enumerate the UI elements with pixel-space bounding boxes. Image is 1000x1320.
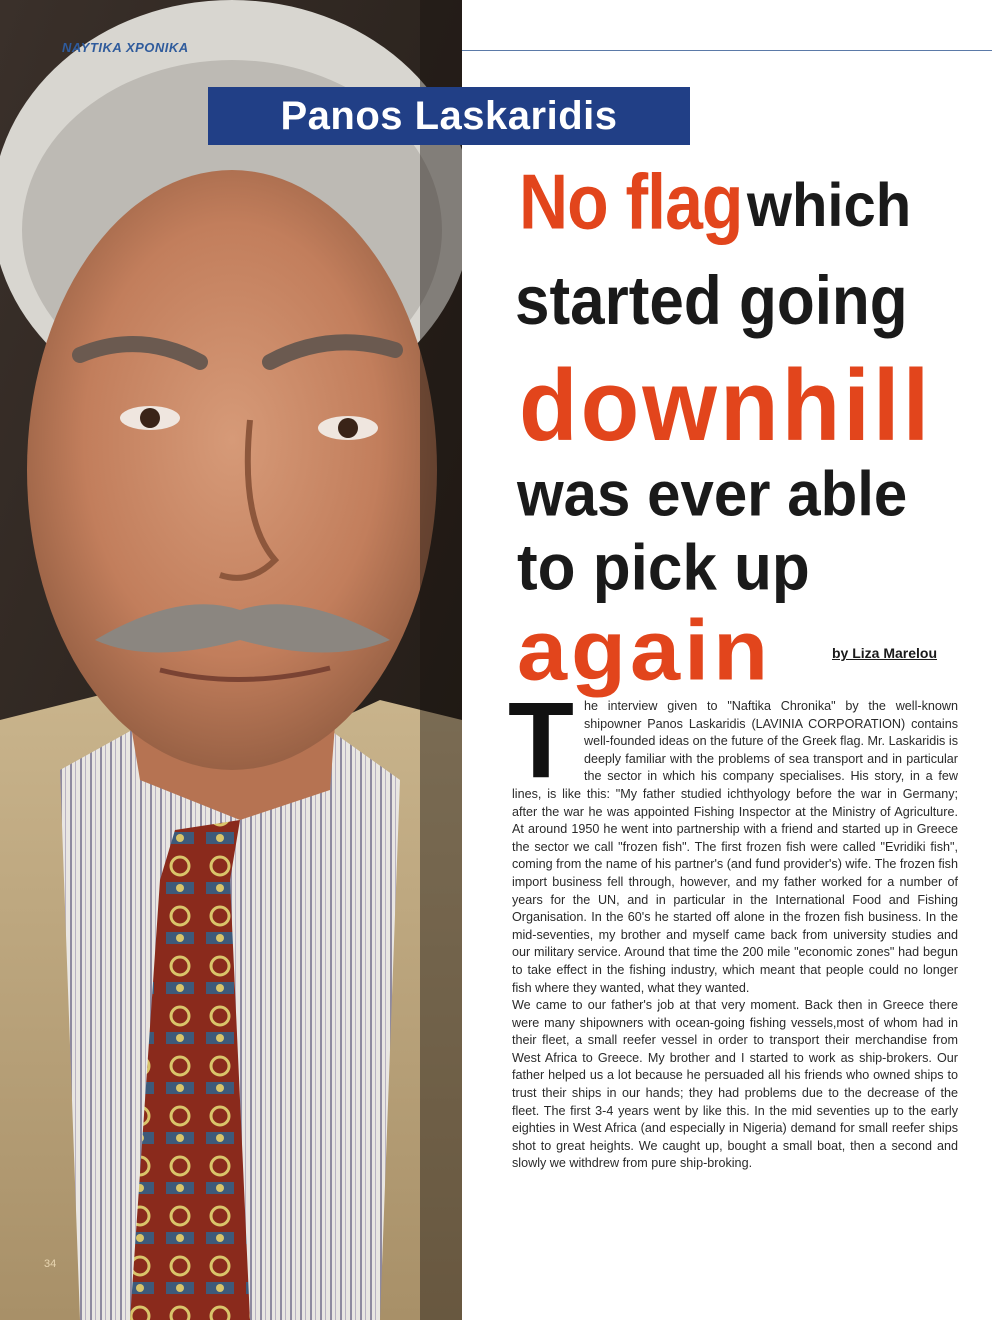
section-label: NAYTIKA XPONIKA — [62, 40, 189, 55]
portrait-illustration — [0, 0, 462, 1320]
byline: by Liza Marelou — [832, 645, 938, 661]
article-paragraph: We came to our father's job at that very moment. Back then in Greece there were many shipowners with ocean-going fishing vessels,most of whom had in their fleet, a small reefer vessel in order to transport their merchandise from West Africa to Greece. My brother and I started to work as ship-brokers. Our father helped us a lot because he persuaded all his friends who owned ships to trust their ships in our hands; they had problems due to the decrease of the fleet. The first 3-4 years went by like this. In the mid seventies up to the early eighties in West Africa (and especially in Nigeria) demand for small reefer ships shot to great heights. We caught up, bought a small boat, then a second and slowly we withdrew from pure ship-broking. — [512, 998, 958, 1171]
banner-name: Panos Laskaridis — [280, 93, 618, 138]
headline-line-2: started going — [515, 263, 908, 340]
headline-line-3: downhill — [519, 349, 933, 463]
headline-line-6: again — [517, 603, 773, 699]
page-number: 34 — [44, 1258, 57, 1270]
article-paragraph — [508, 679, 958, 997]
portrait-photo — [0, 0, 462, 1320]
paragraph-1-text: he interview given to "Naftika Chronika" by the well-known shipowner Panos Laskaridis (LAVINIA CORPORATION) contains well-founded ideas on the future of the Greek flag. Mr. Laskaridis is deeply familiar with the problems of sea transport and in particular the sector in which his company specialises. His story, in a few lines, is like this: "My father studied ichthyology before the war in Germany; after the war he was appointed Fishing Inspector at the Ministry of Agriculture. At around 1950 he went into partnership with a friend and started up in Greece the sector we call "frozen fish". The first frozen fish were called "Evridiki fish", coming from the name of his partner's (and fund provider's) wife. The frozen fish import business fell through, however, and my father worked for a number of years for the UN, and in particular in the International Food and Fishing Organisation. In the 60's he started off alone in the frozen fish business. In the mid-seventies, my brother and myself came back from university studies and our military service. Around that time the 200 mile "economic zones" had begun to take effect in the fishing industry, which meant that people could no longer fish where they wanted, what they wanted. — [512, 699, 958, 995]
headline-black-word: which — [746, 171, 912, 240]
headline-red-phrase: No flag — [519, 158, 743, 246]
article-body — [508, 679, 958, 1173]
header-rule — [462, 50, 992, 51]
drop-cap: T — [508, 679, 574, 800]
headline-line-4: was ever able — [517, 458, 908, 530]
headline-line-1 — [519, 158, 912, 246]
name-banner — [208, 87, 690, 145]
headline-line-5: to pick up — [517, 531, 810, 605]
